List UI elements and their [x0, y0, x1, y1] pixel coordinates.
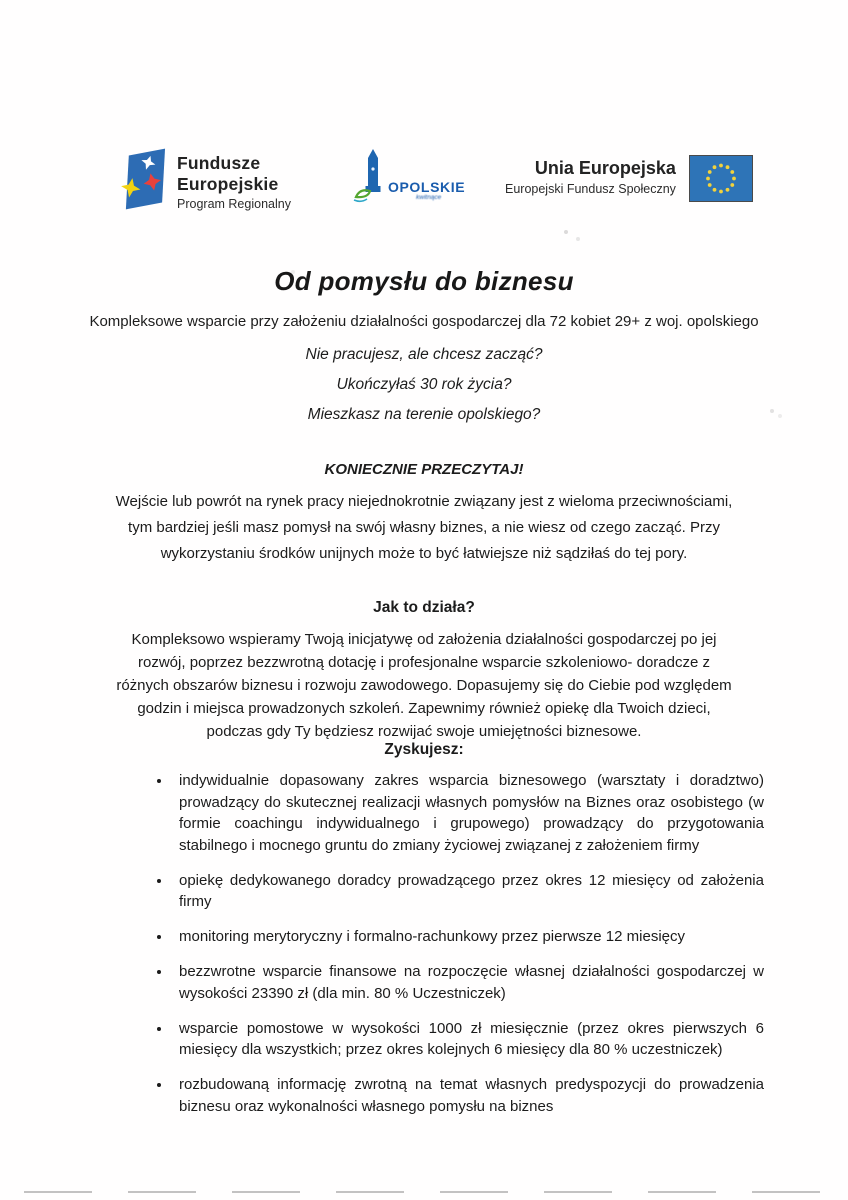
page-subtitle: Kompleksowe wsparcie przy założeniu działalności gospodarczej dla 72 kobiet 29+ z woj. opolskiego — [89, 313, 759, 330]
benefit-item: • opiekę dedykowanego doradcy prowadzącego przez okres 12 miesięcy od założenia firmy — [172, 870, 764, 913]
eu-funds-flag-icon — [120, 146, 167, 212]
benefit-item: • indywidualnie dopasowany zakres wsparcia biznesowego (warsztaty i doradztwo) prowadzący do skutecznej realizacji własnych pomysłów na Biznes oraz osobistego (w formie coachingu indywidualnego i grupowego) prowadzący do przygotowania stabilnego i mocnego gruntu do zmiany życiowej związanej z założeniem firmy — [172, 770, 764, 856]
must-read-paragraph: Wejście lub powrót na rynek pracy niejednokrotnie związany jest z wieloma przeciwnościami, tym bardziej jeśli masz pomysł na swój własny biznes, a nie wiesz od czego zacząć. Przy wykorzystaniu środków unijnych może to być łatwiejsze niż sądziłaś do tej pory. — [115, 493, 733, 562]
page-title: Od pomysłu do biznesu — [274, 266, 574, 296]
question-line: Nie pracujesz, ale chcesz zacząć? — [305, 346, 543, 363]
eu-logo-line2: Europejski Fundusz Społeczny — [505, 181, 676, 196]
section-heading-how-it-works: Jak to działa? — [373, 599, 475, 616]
opolskie-tower-icon — [352, 149, 394, 205]
section-heading-benefits: Zyskujesz: — [384, 741, 464, 758]
how-it-works-paragraph: Kompleksowo wspieramy Twoją inicjatywę od założenia działalności gospodarczej po jej rozwój, poprzez bezzwrotną dotację i profesjonalne wsparcie szkoleniowo- doradcze z różnych obszarów biznesu i rozwoju zawodowego. Dopasujemy się do Ciebie pod względem godzin i miejsca prowadzonych szkoleń. Zapewnimy również opiekę dla Twoich dzieci, podczas gdy Ty będziesz rozwijać swoje umiejętności biznesowe. — [116, 631, 732, 740]
question-line: Mieszkasz na terenie opolskiego? — [307, 406, 541, 423]
eu-funds-logo-line2: Europejskie — [177, 173, 279, 194]
eu-funds-logo-line1: Fundusze — [177, 153, 261, 173]
benefit-item: • monitoring merytoryczny i formalno-rachunkowy przez pierwsze 12 miesięcy — [172, 926, 764, 948]
question-line: Ukończyłaś 30 rok życia? — [336, 376, 512, 393]
opolskie-logo — [350, 149, 480, 207]
eu-funds-logo-line3: Program Regionalny — [177, 197, 291, 212]
section-heading-must-read: KONIECZNIE PRZECZYTAJ! — [324, 461, 524, 478]
opolskie-logo-name: OPOLSKIE — [388, 179, 466, 195]
benefit-item: • wsparcie pomostowe w wysokości 1000 zł miesięcznie (przez okres pierwszych 6 miesięcy dla wszystkich; przez okres kolejnych 6 miesięcy dla 80 % uczestniczek) — [172, 1018, 764, 1061]
scan-edge-artifact — [24, 1191, 834, 1193]
eu-funds-logo — [120, 146, 291, 212]
benefits-list — [149, 770, 764, 1131]
opolskie-logo-tagline: kwitnące — [416, 194, 442, 201]
eu-logo — [505, 155, 753, 202]
benefit-item: • rozbudowaną informację zwrotną na temat własnych predyspozycji do prowadzenia biznesu oraz wykonalności własnego pomysłu na biznes — [172, 1074, 764, 1117]
benefit-item: • bezzwrotne wsparcie finansowe na rozpoczęcie własnej działalności gospodarczej w wysokości 23390 zł (dla min. 80 % Uczestniczek) — [172, 961, 764, 1004]
eu-flag-icon — [689, 155, 753, 202]
scan-noise-specks — [0, 0, 2, 2]
eu-logo-line1: Unia Europejska — [534, 158, 676, 178]
